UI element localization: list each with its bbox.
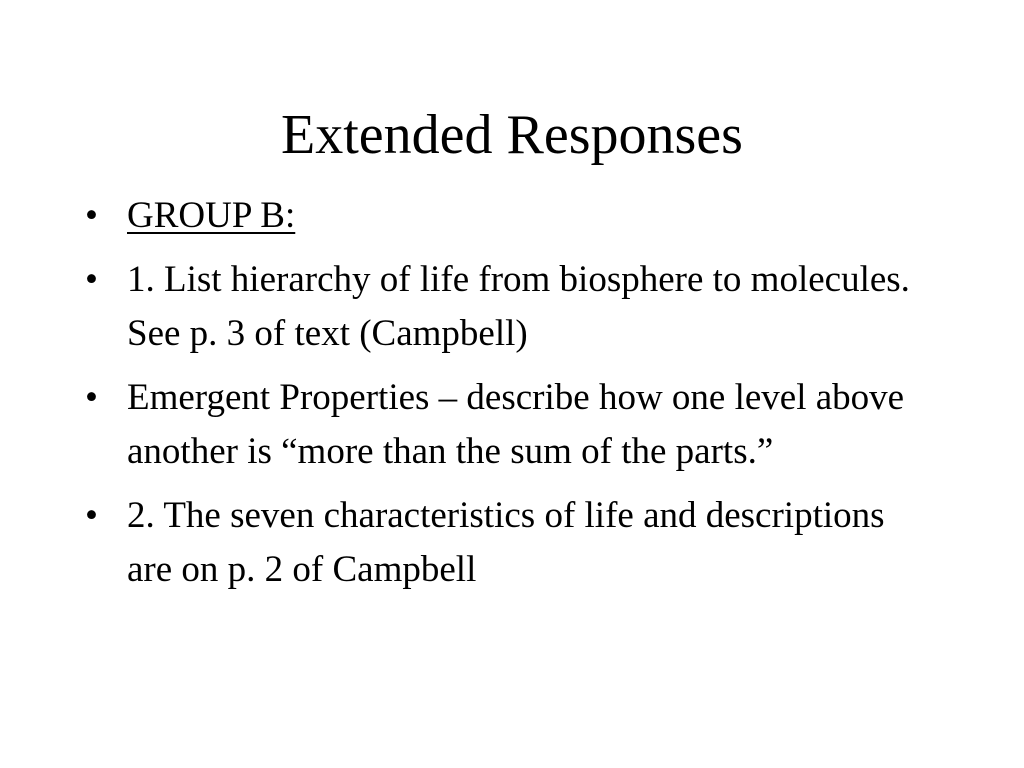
slide-title: Extended Responses xyxy=(281,104,743,166)
bullet-item-group-b xyxy=(85,189,935,243)
bullet-marker: • xyxy=(85,495,98,536)
bullet-marker: • xyxy=(85,259,98,300)
bullet-text-emergent-properties: Emergent Properties – describe how one level above another is “more than the sum of the parts.” xyxy=(127,377,905,472)
bullet-item-emergent-properties xyxy=(85,371,935,479)
bullet-text-characteristics: 2. The seven characteristics of life and descriptions are on p. 2 of Campbell xyxy=(127,495,885,590)
bullet-text-hierarchy: 1. List hierarchy of life from biosphere to molecules. See p. 3 of text (Campbell) xyxy=(127,259,910,354)
bullet-text-group-b: GROUP B: xyxy=(127,195,296,236)
bullet-item-characteristics xyxy=(85,489,935,597)
bullet-item-hierarchy xyxy=(85,253,935,361)
bullet-marker: • xyxy=(85,377,98,418)
bullet-list xyxy=(85,189,935,607)
bullet-marker: • xyxy=(85,195,98,236)
